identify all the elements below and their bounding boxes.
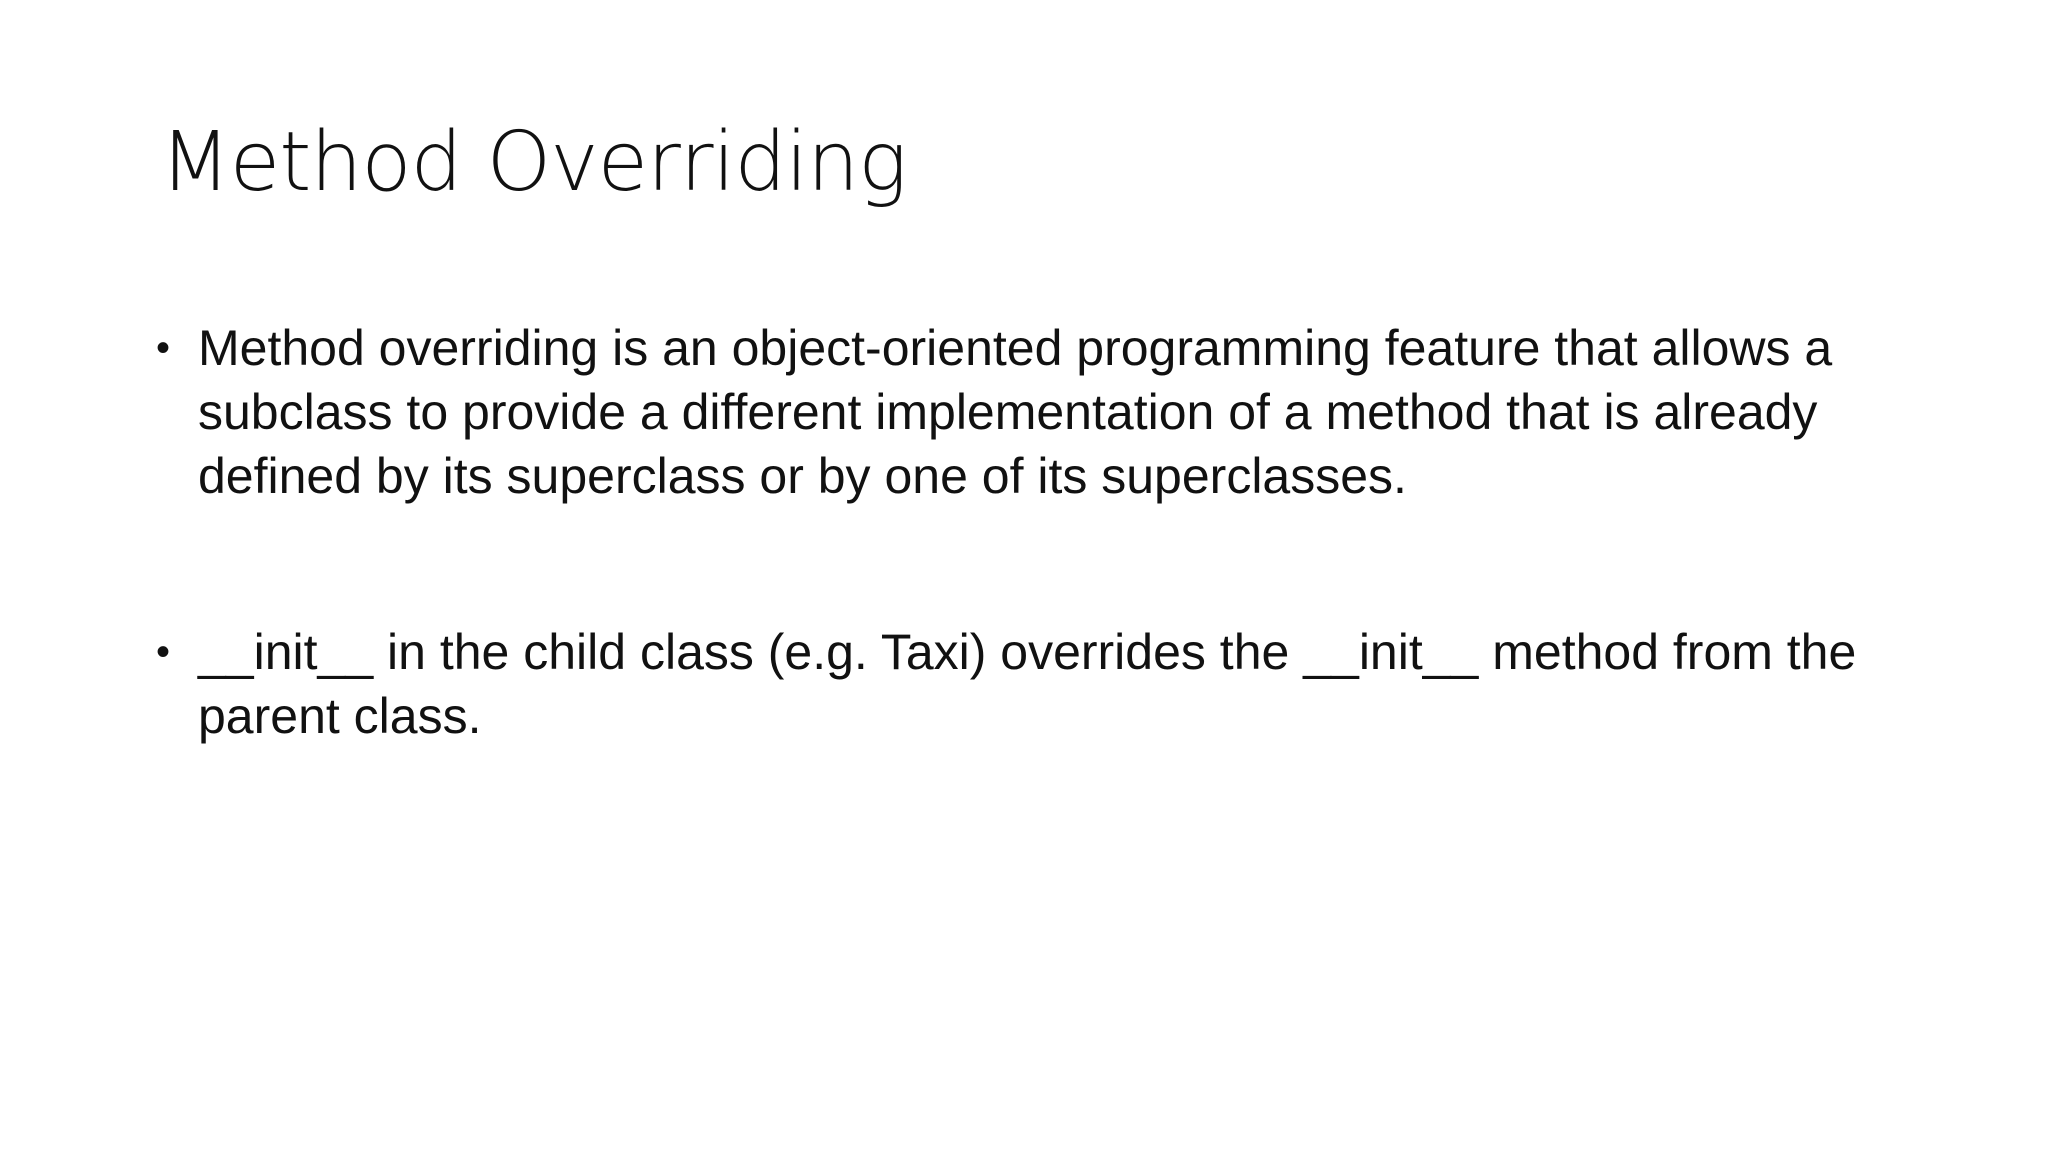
bullet-text: Method overriding is an object-oriented programming feature that allows a subclass to provide a different implementation of a method that is already defined by its superclass or by one of its superclasses.: [198, 320, 1833, 504]
slide-title: Method Overriding: [160, 115, 907, 210]
bullet-item: [156, 620, 1916, 748]
bullet-list: [156, 316, 1916, 748]
bullet-item: [156, 316, 1916, 508]
bullet-icon: •: [156, 326, 171, 370]
bullet-icon: •: [156, 630, 171, 674]
bullet-text: __init__ in the child class (e.g. Taxi) overrides the __init__ method from the parent class.: [198, 624, 1857, 744]
